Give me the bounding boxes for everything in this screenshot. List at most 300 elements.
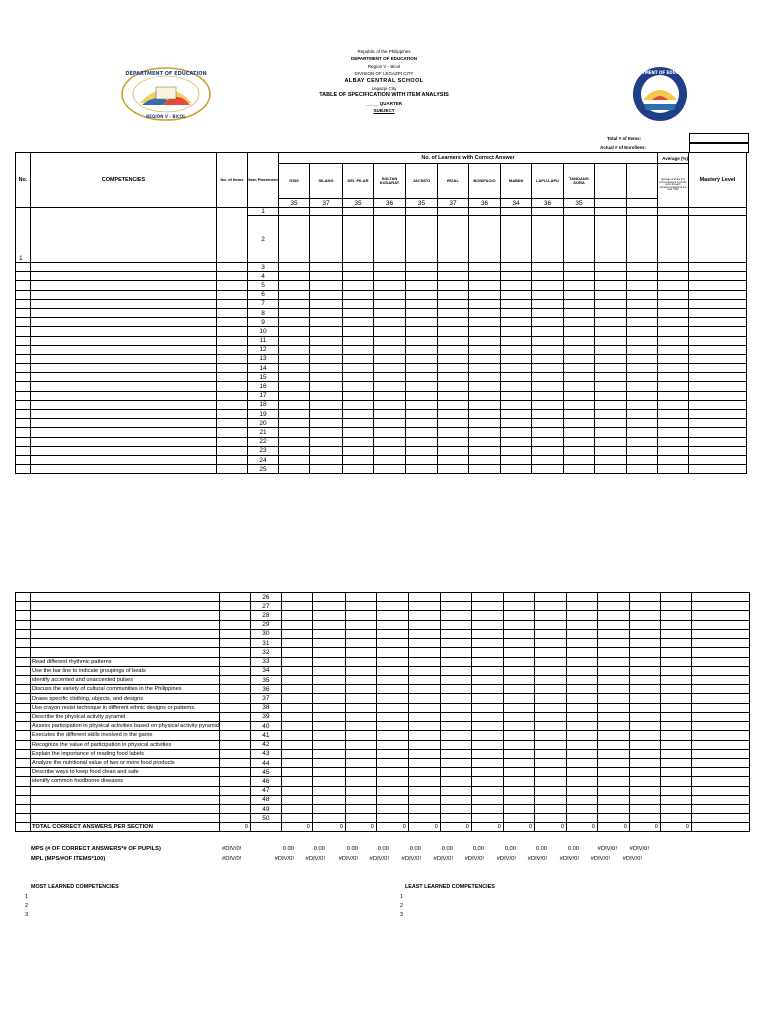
answer-cell[interactable] <box>406 419 438 428</box>
answer-cell[interactable] <box>374 446 406 455</box>
answer-cell[interactable] <box>345 648 376 657</box>
answer-cell[interactable] <box>503 722 534 731</box>
answer-cell[interactable] <box>343 263 374 272</box>
answer-cell[interactable] <box>440 602 471 611</box>
answer-cell[interactable] <box>376 805 408 814</box>
answer-cell[interactable] <box>312 805 345 814</box>
answer-cell[interactable] <box>691 694 749 703</box>
answer-cell[interactable] <box>564 437 595 446</box>
answer-cell[interactable] <box>440 777 471 786</box>
competency-cell[interactable] <box>31 814 220 823</box>
answer-cell[interactable] <box>438 299 469 308</box>
answer-cell[interactable] <box>660 722 691 731</box>
answer-cell[interactable] <box>312 749 345 758</box>
answer-cell[interactable] <box>471 768 503 777</box>
answer-cell[interactable] <box>503 731 534 740</box>
no-of-items-cell[interactable] <box>219 593 250 602</box>
answer-cell[interactable] <box>629 703 660 712</box>
answer-cell[interactable] <box>408 777 440 786</box>
answer-cell[interactable] <box>627 419 658 428</box>
no-of-items-cell[interactable] <box>217 419 248 428</box>
answer-cell[interactable] <box>629 620 660 629</box>
no-of-items-cell[interactable] <box>217 308 248 317</box>
answer-cell[interactable] <box>374 465 406 474</box>
answer-cell[interactable] <box>532 437 564 446</box>
answer-cell[interactable] <box>469 455 501 464</box>
answer-cell[interactable] <box>689 299 747 308</box>
answer-cell[interactable] <box>564 345 595 354</box>
no-of-items-cell[interactable] <box>219 629 250 638</box>
answer-cell[interactable] <box>343 272 374 281</box>
answer-cell[interactable] <box>469 318 501 327</box>
answer-cell[interactable] <box>345 675 376 684</box>
answer-cell[interactable] <box>406 437 438 446</box>
answer-cell[interactable] <box>534 805 566 814</box>
answer-cell[interactable] <box>629 795 660 804</box>
answer-cell[interactable] <box>534 777 566 786</box>
answer-cell[interactable] <box>406 281 438 290</box>
answer-cell[interactable] <box>691 675 749 684</box>
no-of-items-cell[interactable] <box>217 336 248 345</box>
answer-cell[interactable] <box>689 437 747 446</box>
answer-cell[interactable] <box>312 795 345 804</box>
answer-cell[interactable] <box>597 795 629 804</box>
answer-cell[interactable] <box>658 373 689 382</box>
answer-cell[interactable] <box>689 465 747 474</box>
no-of-items-cell[interactable] <box>217 410 248 419</box>
answer-cell[interactable] <box>408 786 440 795</box>
answer-cell[interactable] <box>566 629 597 638</box>
answer-cell[interactable] <box>343 419 374 428</box>
answer-cell[interactable] <box>279 364 310 373</box>
answer-cell[interactable] <box>406 400 438 409</box>
answer-cell[interactable] <box>408 740 440 749</box>
answer-cell[interactable] <box>469 382 501 391</box>
answer-cell[interactable] <box>376 593 408 602</box>
answer-cell[interactable] <box>597 740 629 749</box>
answer-cell[interactable] <box>597 786 629 795</box>
answer-cell[interactable] <box>438 419 469 428</box>
answer-cell[interactable] <box>566 593 597 602</box>
answer-cell[interactable] <box>343 410 374 419</box>
answer-cell[interactable] <box>471 639 503 648</box>
answer-cell[interactable] <box>343 327 374 336</box>
answer-cell[interactable] <box>343 428 374 437</box>
answer-cell[interactable] <box>597 602 629 611</box>
answer-cell[interactable] <box>660 675 691 684</box>
answer-cell[interactable] <box>534 786 566 795</box>
answer-cell[interactable] <box>532 318 564 327</box>
answer-cell[interactable] <box>471 749 503 758</box>
answer-cell[interactable] <box>281 648 312 657</box>
no-of-items-cell[interactable] <box>217 428 248 437</box>
answer-cell[interactable] <box>597 666 629 675</box>
answer-cell[interactable] <box>534 694 566 703</box>
no-of-items-cell[interactable] <box>217 299 248 308</box>
answer-cell[interactable] <box>374 437 406 446</box>
answer-cell[interactable] <box>376 611 408 620</box>
answer-cell[interactable] <box>691 777 749 786</box>
answer-cell[interactable] <box>660 657 691 666</box>
answer-cell[interactable] <box>469 354 501 363</box>
answer-cell[interactable] <box>376 712 408 721</box>
answer-cell[interactable] <box>503 740 534 749</box>
answer-cell[interactable] <box>345 731 376 740</box>
answer-cell[interactable] <box>564 382 595 391</box>
answer-cell[interactable] <box>408 703 440 712</box>
answer-cell[interactable] <box>438 382 469 391</box>
answer-cell[interactable] <box>627 216 658 263</box>
answer-cell[interactable] <box>310 364 343 373</box>
no-of-items-cell[interactable] <box>217 263 248 272</box>
answer-cell[interactable] <box>345 685 376 694</box>
answer-cell[interactable] <box>408 731 440 740</box>
answer-cell[interactable] <box>658 208 689 216</box>
no-of-items-cell[interactable] <box>219 611 250 620</box>
answer-cell[interactable] <box>564 446 595 455</box>
no-of-items-cell[interactable] <box>219 639 250 648</box>
answer-cell[interactable] <box>627 455 658 464</box>
answer-cell[interactable] <box>469 308 501 317</box>
answer-cell[interactable] <box>408 814 440 823</box>
answer-cell[interactable] <box>532 465 564 474</box>
answer-cell[interactable] <box>438 364 469 373</box>
answer-cell[interactable] <box>279 437 310 446</box>
answer-cell[interactable] <box>469 216 501 263</box>
answer-cell[interactable] <box>534 703 566 712</box>
answer-cell[interactable] <box>629 611 660 620</box>
answer-cell[interactable] <box>629 768 660 777</box>
answer-cell[interactable] <box>376 685 408 694</box>
competency-cell[interactable] <box>31 336 217 345</box>
no-of-items-cell[interactable] <box>217 373 248 382</box>
answer-cell[interactable] <box>532 208 564 216</box>
answer-cell[interactable] <box>660 749 691 758</box>
answer-cell[interactable] <box>408 620 440 629</box>
answer-cell[interactable] <box>312 685 345 694</box>
answer-cell[interactable] <box>595 263 627 272</box>
answer-cell[interactable] <box>469 263 501 272</box>
answer-cell[interactable] <box>469 364 501 373</box>
answer-cell[interactable] <box>691 768 749 777</box>
answer-cell[interactable] <box>534 768 566 777</box>
answer-cell[interactable] <box>629 685 660 694</box>
answer-cell[interactable] <box>503 694 534 703</box>
answer-cell[interactable] <box>281 602 312 611</box>
answer-cell[interactable] <box>471 675 503 684</box>
answer-cell[interactable] <box>595 354 627 363</box>
answer-cell[interactable] <box>345 768 376 777</box>
answer-cell[interactable] <box>627 299 658 308</box>
no-of-items-cell[interactable] <box>219 805 250 814</box>
answer-cell[interactable] <box>440 593 471 602</box>
answer-cell[interactable] <box>597 685 629 694</box>
answer-cell[interactable] <box>279 272 310 281</box>
answer-cell[interactable] <box>595 290 627 299</box>
answer-cell[interactable] <box>658 327 689 336</box>
answer-cell[interactable] <box>406 308 438 317</box>
answer-cell[interactable] <box>689 327 747 336</box>
answer-cell[interactable] <box>279 216 310 263</box>
answer-cell[interactable] <box>503 593 534 602</box>
answer-cell[interactable] <box>689 382 747 391</box>
competency-cell[interactable] <box>31 281 217 290</box>
answer-cell[interactable] <box>343 382 374 391</box>
answer-cell[interactable] <box>281 786 312 795</box>
competency-cell[interactable]: Use crayon resist technique in different ethnic designs or patterns. <box>31 703 220 712</box>
answer-cell[interactable] <box>310 410 343 419</box>
answer-cell[interactable] <box>595 428 627 437</box>
answer-cell[interactable] <box>503 814 534 823</box>
answer-cell[interactable] <box>629 694 660 703</box>
answer-cell[interactable] <box>374 400 406 409</box>
answer-cell[interactable] <box>376 777 408 786</box>
answer-cell[interactable] <box>566 786 597 795</box>
answer-cell[interactable] <box>627 410 658 419</box>
answer-cell[interactable] <box>566 777 597 786</box>
answer-cell[interactable] <box>629 805 660 814</box>
answer-cell[interactable] <box>660 639 691 648</box>
answer-cell[interactable] <box>689 354 747 363</box>
answer-cell[interactable] <box>564 308 595 317</box>
answer-cell[interactable] <box>279 345 310 354</box>
answer-cell[interactable] <box>312 694 345 703</box>
answer-cell[interactable] <box>627 354 658 363</box>
answer-cell[interactable] <box>469 299 501 308</box>
answer-cell[interactable] <box>469 281 501 290</box>
answer-cell[interactable] <box>345 611 376 620</box>
answer-cell[interactable] <box>376 629 408 638</box>
answer-cell[interactable] <box>438 281 469 290</box>
answer-cell[interactable] <box>345 795 376 804</box>
answer-cell[interactable] <box>595 382 627 391</box>
no-of-items-cell[interactable] <box>217 290 248 299</box>
no-of-items-cell[interactable] <box>219 602 250 611</box>
answer-cell[interactable] <box>534 648 566 657</box>
answer-cell[interactable] <box>566 685 597 694</box>
answer-cell[interactable] <box>376 749 408 758</box>
answer-cell[interactable] <box>310 290 343 299</box>
answer-cell[interactable] <box>440 657 471 666</box>
answer-cell[interactable] <box>564 419 595 428</box>
answer-cell[interactable] <box>374 308 406 317</box>
answer-cell[interactable] <box>595 410 627 419</box>
answer-cell[interactable] <box>534 731 566 740</box>
competency-cell[interactable]: Describe the physical activity pyramid <box>31 712 220 721</box>
answer-cell[interactable] <box>691 620 749 629</box>
competency-cell[interactable] <box>31 786 220 795</box>
answer-cell[interactable] <box>374 455 406 464</box>
answer-cell[interactable] <box>310 373 343 382</box>
answer-cell[interactable] <box>689 428 747 437</box>
answer-cell[interactable] <box>279 290 310 299</box>
answer-cell[interactable] <box>597 675 629 684</box>
competency-cell[interactable] <box>31 639 220 648</box>
answer-cell[interactable] <box>501 345 532 354</box>
answer-cell[interactable] <box>343 308 374 317</box>
competency-cell[interactable] <box>31 465 217 474</box>
answer-cell[interactable] <box>595 455 627 464</box>
answer-cell[interactable] <box>376 639 408 648</box>
competency-cell[interactable]: Draws specific clothing, objects, and designs <box>31 694 220 703</box>
answer-cell[interactable] <box>281 731 312 740</box>
answer-cell[interactable] <box>595 299 627 308</box>
answer-cell[interactable] <box>503 648 534 657</box>
answer-cell[interactable] <box>279 281 310 290</box>
answer-cell[interactable] <box>566 648 597 657</box>
answer-cell[interactable] <box>376 666 408 675</box>
answer-cell[interactable] <box>658 400 689 409</box>
answer-cell[interactable] <box>566 602 597 611</box>
answer-cell[interactable] <box>501 336 532 345</box>
no-of-items-cell[interactable] <box>219 712 250 721</box>
answer-cell[interactable] <box>406 327 438 336</box>
answer-cell[interactable] <box>312 602 345 611</box>
answer-cell[interactable] <box>689 391 747 400</box>
answer-cell[interactable] <box>532 299 564 308</box>
answer-cell[interactable] <box>438 465 469 474</box>
answer-cell[interactable] <box>566 703 597 712</box>
answer-cell[interactable] <box>691 758 749 767</box>
answer-cell[interactable] <box>595 400 627 409</box>
answer-cell[interactable] <box>471 648 503 657</box>
answer-cell[interactable] <box>501 455 532 464</box>
answer-cell[interactable] <box>438 455 469 464</box>
no-of-items-cell[interactable] <box>219 740 250 749</box>
answer-cell[interactable] <box>629 786 660 795</box>
answer-cell[interactable] <box>503 777 534 786</box>
answer-cell[interactable] <box>471 611 503 620</box>
competency-cell[interactable] <box>31 419 217 428</box>
answer-cell[interactable] <box>658 308 689 317</box>
answer-cell[interactable] <box>281 712 312 721</box>
answer-cell[interactable] <box>440 731 471 740</box>
answer-cell[interactable] <box>376 731 408 740</box>
answer-cell[interactable] <box>471 786 503 795</box>
answer-cell[interactable] <box>471 758 503 767</box>
answer-cell[interactable] <box>689 373 747 382</box>
answer-cell[interactable] <box>471 666 503 675</box>
total-items-input[interactable] <box>689 133 749 143</box>
answer-cell[interactable] <box>532 281 564 290</box>
competency-cell[interactable] <box>31 364 217 373</box>
answer-cell[interactable] <box>281 639 312 648</box>
answer-cell[interactable] <box>281 685 312 694</box>
answer-cell[interactable] <box>691 602 749 611</box>
no-of-items-cell[interactable] <box>217 327 248 336</box>
no-of-items-cell[interactable] <box>219 648 250 657</box>
answer-cell[interactable] <box>440 694 471 703</box>
no-of-items-cell[interactable] <box>217 437 248 446</box>
answer-cell[interactable] <box>408 639 440 648</box>
answer-cell[interactable] <box>374 391 406 400</box>
answer-cell[interactable] <box>310 437 343 446</box>
answer-cell[interactable] <box>345 629 376 638</box>
answer-cell[interactable] <box>691 703 749 712</box>
answer-cell[interactable] <box>471 731 503 740</box>
answer-cell[interactable] <box>406 373 438 382</box>
answer-cell[interactable] <box>501 373 532 382</box>
answer-cell[interactable] <box>595 373 627 382</box>
competency-cell[interactable] <box>31 410 217 419</box>
answer-cell[interactable] <box>471 722 503 731</box>
answer-cell[interactable] <box>534 593 566 602</box>
answer-cell[interactable] <box>595 318 627 327</box>
competency-cell[interactable] <box>31 391 217 400</box>
answer-cell[interactable] <box>627 290 658 299</box>
answer-cell[interactable] <box>438 216 469 263</box>
answer-cell[interactable] <box>627 364 658 373</box>
answer-cell[interactable] <box>376 722 408 731</box>
answer-cell[interactable] <box>312 722 345 731</box>
answer-cell[interactable] <box>438 437 469 446</box>
answer-cell[interactable] <box>345 749 376 758</box>
answer-cell[interactable] <box>406 263 438 272</box>
answer-cell[interactable] <box>281 814 312 823</box>
answer-cell[interactable] <box>566 694 597 703</box>
answer-cell[interactable] <box>376 703 408 712</box>
answer-cell[interactable] <box>532 290 564 299</box>
answer-cell[interactable] <box>534 602 566 611</box>
answer-cell[interactable] <box>691 805 749 814</box>
answer-cell[interactable] <box>438 263 469 272</box>
answer-cell[interactable] <box>471 795 503 804</box>
competency-cell[interactable] <box>31 345 217 354</box>
answer-cell[interactable] <box>406 345 438 354</box>
competency-cell[interactable] <box>31 308 217 317</box>
answer-cell[interactable] <box>566 795 597 804</box>
answer-cell[interactable] <box>312 620 345 629</box>
answer-cell[interactable] <box>374 290 406 299</box>
answer-cell[interactable] <box>595 391 627 400</box>
answer-cell[interactable] <box>471 593 503 602</box>
answer-cell[interactable] <box>660 712 691 721</box>
answer-cell[interactable] <box>438 391 469 400</box>
answer-cell[interactable] <box>532 354 564 363</box>
answer-cell[interactable] <box>658 318 689 327</box>
answer-cell[interactable] <box>658 382 689 391</box>
answer-cell[interactable] <box>658 391 689 400</box>
answer-cell[interactable] <box>312 731 345 740</box>
answer-cell[interactable] <box>658 336 689 345</box>
answer-cell[interactable] <box>281 703 312 712</box>
answer-cell[interactable] <box>312 740 345 749</box>
answer-cell[interactable] <box>564 400 595 409</box>
answer-cell[interactable] <box>312 712 345 721</box>
answer-cell[interactable] <box>501 216 532 263</box>
answer-cell[interactable] <box>343 299 374 308</box>
answer-cell[interactable] <box>564 299 595 308</box>
answer-cell[interactable] <box>279 299 310 308</box>
answer-cell[interactable] <box>279 391 310 400</box>
no-of-items-cell[interactable] <box>217 400 248 409</box>
answer-cell[interactable] <box>438 336 469 345</box>
competency-cell[interactable] <box>31 795 220 804</box>
answer-cell[interactable] <box>501 308 532 317</box>
answer-cell[interactable] <box>658 465 689 474</box>
answer-cell[interactable] <box>376 758 408 767</box>
answer-cell[interactable] <box>406 216 438 263</box>
answer-cell[interactable] <box>408 629 440 638</box>
answer-cell[interactable] <box>279 354 310 363</box>
answer-cell[interactable] <box>503 758 534 767</box>
answer-cell[interactable] <box>310 455 343 464</box>
answer-cell[interactable] <box>438 354 469 363</box>
competency-cell[interactable]: Explain the importance of reading food labels <box>31 749 220 758</box>
answer-cell[interactable] <box>345 620 376 629</box>
answer-cell[interactable] <box>503 657 534 666</box>
answer-cell[interactable] <box>501 428 532 437</box>
